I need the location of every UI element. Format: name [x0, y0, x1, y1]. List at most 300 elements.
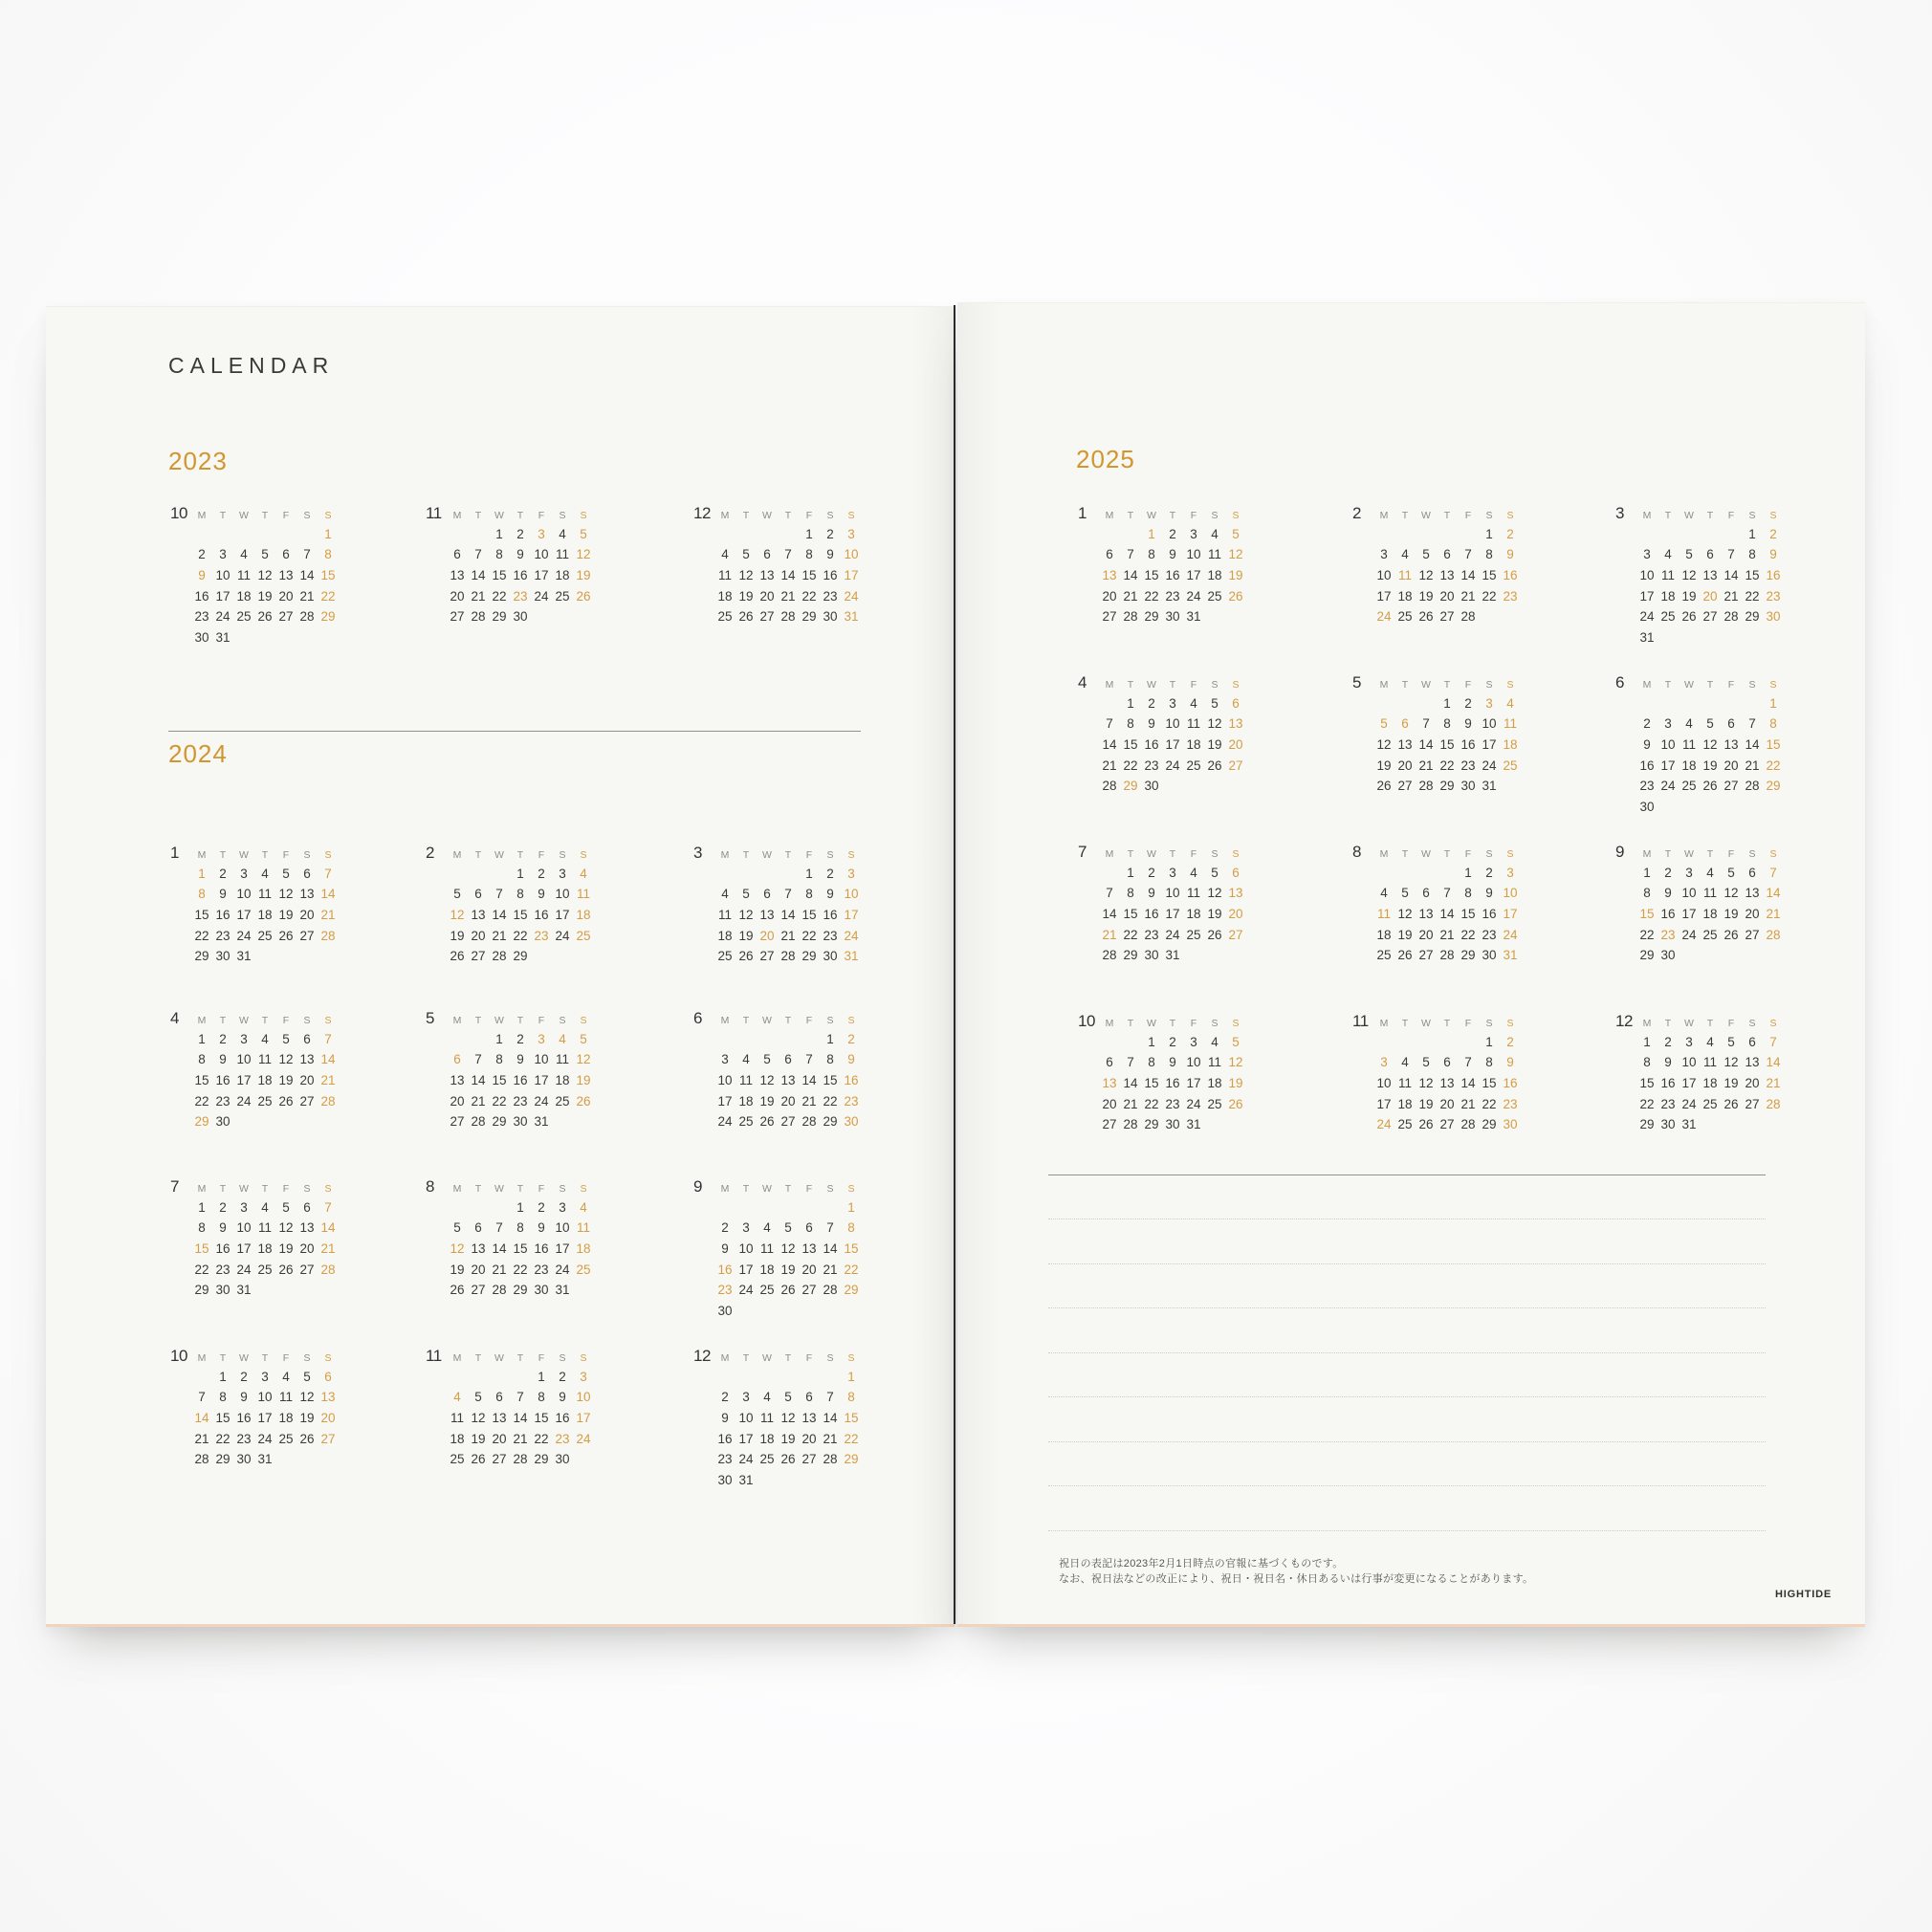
day-cell: 27 — [299, 1093, 315, 1109]
week-row — [426, 1280, 594, 1301]
day-cell: 19 — [1397, 927, 1413, 942]
day-cell-holiday: 16 — [717, 1262, 733, 1277]
day-cell: 11 — [1397, 1076, 1412, 1091]
day-cell: 4 — [1706, 865, 1714, 880]
week-row — [1352, 524, 1521, 545]
day-cell: 14 — [299, 568, 315, 583]
day-cell: 14 — [1102, 907, 1117, 922]
day-cell-holiday: 5 — [1380, 716, 1388, 732]
week-row — [1078, 1032, 1246, 1053]
week-row — [426, 1111, 594, 1132]
day-cell: 9 — [219, 1052, 227, 1067]
weekday-label: T — [1127, 1018, 1134, 1029]
day-cell-holiday: 12 — [1228, 547, 1243, 562]
month-block — [1615, 1011, 1784, 1135]
day-cell-holiday: 2 — [1506, 1034, 1514, 1049]
day-cell: 25 — [1207, 588, 1222, 604]
day-cell: 16 — [215, 908, 231, 923]
day-cell: 14 — [1745, 737, 1760, 753]
day-cell-holiday: 20 — [320, 1411, 336, 1426]
day-cell: 11 — [450, 1411, 464, 1426]
day-cell: 7 — [784, 887, 792, 902]
day-cell-holiday: 2 — [1506, 526, 1514, 541]
week-row — [1078, 565, 1246, 586]
day-cell: 8 — [219, 1390, 227, 1405]
day-cell: 27 — [1439, 1117, 1455, 1132]
week-row — [426, 1070, 594, 1091]
note-ruled-line — [1048, 1263, 1766, 1264]
day-cell: 4 — [763, 1220, 771, 1236]
day-cell: 6 — [303, 1199, 311, 1215]
day-cell: 11 — [555, 547, 569, 562]
weekday-label: T — [1127, 848, 1134, 860]
day-cell-holiday: 19 — [576, 568, 591, 583]
month-number: 11 — [426, 1347, 442, 1365]
week-row — [170, 1429, 339, 1450]
day-cell-holiday: 17 — [1503, 907, 1518, 922]
day-cell: 25 — [1702, 1096, 1718, 1111]
day-cell: 28 — [1102, 779, 1117, 794]
day-cell: 18 — [1207, 1076, 1222, 1091]
day-cell: 13 — [299, 887, 315, 902]
day-cell-holiday: 11 — [1376, 907, 1391, 922]
week-row — [1078, 863, 1246, 884]
weekday-sunday: S — [1506, 1018, 1514, 1029]
day-cell: 23 — [1639, 779, 1655, 794]
day-cell: 5 — [474, 1390, 482, 1405]
day-cell-holiday: 19 — [576, 1073, 591, 1088]
day-cell: 25 — [1207, 1096, 1222, 1111]
month-header-row — [170, 1008, 339, 1029]
day-cell: 26 — [299, 1431, 315, 1446]
weekday-label: M — [1379, 679, 1389, 691]
weekday-label: M — [1105, 679, 1114, 691]
note-ruled-line — [1048, 1218, 1766, 1219]
day-cell-holiday: 9 — [1506, 1055, 1514, 1070]
weekday-sunday: S — [580, 510, 587, 521]
weekday-label: T — [261, 510, 269, 521]
day-cell: 21 — [492, 1262, 507, 1277]
month-header-row — [693, 1008, 862, 1029]
day-cell: 12 — [278, 1220, 294, 1236]
day-cell: 19 — [450, 928, 465, 943]
day-cell: 5 — [1422, 1055, 1430, 1070]
week-row — [170, 1111, 339, 1132]
day-cell: 8 — [495, 547, 503, 562]
day-cell: 25 — [257, 1093, 273, 1109]
day-cell: 27 — [780, 1114, 796, 1130]
day-cell-holiday: 4 — [580, 1199, 587, 1215]
day-cell: 6 — [1748, 865, 1756, 880]
day-cell: 26 — [1207, 927, 1222, 942]
week-row — [1078, 586, 1246, 607]
day-cell: 8 — [1443, 716, 1451, 732]
weekday-label: T — [742, 1352, 750, 1364]
day-cell: 29 — [1439, 779, 1455, 794]
day-cell: 21 — [1460, 588, 1476, 604]
day-cell-holiday: 6 — [1232, 695, 1240, 711]
weekday-label: F — [1190, 510, 1197, 521]
day-cell: 27 — [759, 609, 775, 625]
day-cell: 1 — [805, 526, 813, 541]
day-cell: 22 — [1123, 757, 1138, 773]
day-cell: 9 — [1169, 1055, 1176, 1070]
weekday-label: M — [452, 1183, 462, 1195]
day-cell: 9 — [219, 1220, 227, 1236]
week-row — [426, 1239, 594, 1260]
day-cell: 21 — [1123, 588, 1138, 604]
day-cell: 16 — [1660, 907, 1676, 922]
week-row — [426, 1091, 594, 1112]
day-cell: 8 — [198, 1052, 206, 1067]
day-cell: 17 — [236, 908, 252, 923]
day-cell: 10 — [555, 1220, 570, 1236]
month-number: 11 — [426, 504, 442, 522]
day-cell: 9 — [826, 547, 834, 562]
day-cell: 6 — [1748, 1034, 1756, 1049]
weekday-label: T — [784, 849, 792, 861]
day-cell: 7 — [1106, 886, 1113, 901]
week-row — [1352, 883, 1521, 904]
day-cell: 13 — [450, 1073, 465, 1088]
week-row — [693, 1218, 862, 1239]
day-cell: 5 — [282, 1031, 290, 1046]
weekday-label: F — [805, 1015, 813, 1026]
day-cell: 15 — [513, 908, 528, 923]
day-cell: 31 — [534, 1114, 549, 1130]
day-cell: 21 — [1439, 927, 1455, 942]
day-cell: 20 — [299, 1241, 315, 1257]
day-cell: 25 — [257, 928, 273, 943]
day-cell: 14 — [1723, 568, 1739, 583]
week-row — [693, 926, 862, 947]
week-row — [693, 1239, 862, 1260]
day-cell: 18 — [236, 588, 252, 604]
day-cell-holiday: 3 — [538, 526, 545, 541]
day-cell: 9 — [1464, 716, 1472, 732]
day-cell: 4 — [1664, 547, 1672, 562]
day-cell: 25 — [1186, 757, 1201, 773]
day-cell: 11 — [236, 568, 251, 583]
day-cell-holiday: 15 — [1766, 737, 1781, 753]
weekday-label: W — [762, 1352, 772, 1364]
day-cell: 22 — [1745, 588, 1760, 604]
day-cell: 4 — [282, 1369, 290, 1384]
weekday-label: S — [1485, 848, 1493, 860]
day-cell-holiday: 3 — [847, 866, 855, 881]
week-row — [1615, 945, 1784, 966]
day-cell: 25 — [555, 1093, 570, 1109]
weekday-sunday: S — [1506, 679, 1514, 691]
weekday-label: T — [219, 1352, 227, 1364]
day-cell: 5 — [303, 1369, 311, 1384]
day-cell: 10 — [1165, 716, 1180, 732]
day-cell: 24 — [1165, 927, 1180, 942]
day-cell-holiday: 28 — [320, 928, 336, 943]
weekday-label: S — [559, 849, 566, 861]
day-cell-holiday: 7 — [324, 1031, 332, 1046]
weekday-label: W — [762, 510, 772, 521]
day-cell: 28 — [492, 1283, 507, 1298]
day-cell: 14 — [780, 908, 796, 923]
day-cell: 31 — [555, 1283, 570, 1298]
day-cell: 5 — [1211, 865, 1218, 880]
weekday-label: T — [1664, 1018, 1672, 1029]
day-cell: 25 — [1397, 1117, 1413, 1132]
day-cell: 22 — [492, 1093, 507, 1109]
day-cell-holiday: 26 — [1228, 1096, 1243, 1111]
day-cell: 23 — [194, 609, 209, 625]
day-cell: 2 — [516, 526, 524, 541]
weekday-label: T — [219, 1183, 227, 1195]
day-cell: 28 — [1439, 948, 1455, 963]
day-cell: 16 — [823, 908, 838, 923]
footnote-line-1: 祝日の表記は2023年2月1日時点の官報に基づくものです。 — [1059, 1558, 1344, 1570]
day-cell-holiday: 10 — [576, 1390, 591, 1405]
day-cell: 25 — [1376, 948, 1392, 963]
week-row — [1352, 714, 1521, 735]
day-cell: 13 — [1745, 886, 1760, 901]
day-cell: 21 — [1102, 757, 1117, 773]
week-row — [1078, 756, 1246, 777]
day-cell: 1 — [826, 1031, 834, 1046]
day-cell: 28 — [492, 949, 507, 964]
day-cell: 10 — [717, 1073, 733, 1088]
week-row — [426, 1429, 594, 1450]
day-cell: 18 — [717, 928, 733, 943]
week-row — [1352, 565, 1521, 586]
weekday-label: S — [303, 510, 311, 521]
day-cell: 1 — [516, 866, 524, 881]
week-row — [693, 946, 862, 967]
day-cell: 30 — [717, 1473, 733, 1488]
day-cell-holiday: 1 — [1148, 526, 1155, 541]
day-cell-holiday: 27 — [1228, 757, 1243, 773]
day-cell-holiday: 29 — [1123, 779, 1138, 794]
day-cell: 24 — [236, 1093, 252, 1109]
day-cell: 22 — [194, 1093, 209, 1109]
day-cell-holiday: 28 — [1766, 927, 1781, 942]
day-cell: 28 — [471, 609, 486, 625]
day-cell: 29 — [492, 609, 507, 625]
weekday-label: M — [1642, 1018, 1652, 1029]
day-cell-holiday: 23 — [1503, 588, 1518, 604]
day-cell: 8 — [1485, 547, 1493, 562]
day-cell: 31 — [738, 1473, 754, 1488]
day-cell: 25 — [555, 588, 570, 604]
day-cell: 5 — [763, 1052, 771, 1067]
day-cell: 22 — [1439, 757, 1455, 773]
day-cell-holiday: 28 — [1766, 1096, 1781, 1111]
month-number: 12 — [693, 1347, 711, 1365]
day-cell: 30 — [194, 630, 209, 646]
weekday-label: T — [1401, 510, 1409, 521]
weekday-label: M — [1642, 510, 1652, 521]
week-row — [1078, 1073, 1246, 1094]
day-cell: 2 — [1664, 865, 1672, 880]
day-cell: 3 — [261, 1369, 269, 1384]
day-cell: 16 — [194, 588, 209, 604]
week-row — [1352, 776, 1521, 797]
month-number: 4 — [170, 1009, 179, 1027]
day-cell: 25 — [1660, 609, 1676, 625]
day-cell-holiday: 24 — [576, 1431, 591, 1446]
day-cell: 19 — [257, 588, 273, 604]
weekday-label: S — [1211, 510, 1218, 521]
weekday-label: M — [197, 1183, 207, 1195]
day-cell: 14 — [823, 1241, 838, 1257]
month-block — [170, 1176, 339, 1301]
month-header-row — [693, 1176, 862, 1197]
day-cell: 2 — [240, 1369, 248, 1384]
week-row — [1352, 586, 1521, 607]
weekday-label: F — [1727, 848, 1735, 860]
day-cell: 2 — [219, 1031, 227, 1046]
weekday-label: M — [197, 1015, 207, 1026]
weekday-label: T — [219, 849, 227, 861]
day-cell: 17 — [738, 1431, 754, 1446]
day-cell-holiday: 21 — [1102, 927, 1117, 942]
day-cell: 5 — [784, 1220, 792, 1236]
weekday-sunday: S — [1506, 510, 1514, 521]
day-cell-holiday: 26 — [576, 588, 591, 604]
day-cell-holiday: 1 — [847, 1199, 855, 1215]
day-cell: 21 — [299, 588, 315, 604]
day-cell: 22 — [194, 928, 209, 943]
day-cell: 10 — [1681, 1055, 1697, 1070]
weekday-label: M — [720, 1183, 730, 1195]
month-header-row — [426, 1008, 594, 1029]
day-cell: 2 — [721, 1390, 729, 1405]
day-cell: 8 — [1643, 886, 1651, 901]
week-row — [426, 1260, 594, 1281]
weekday-sunday: S — [847, 1015, 855, 1026]
day-cell-holiday: 1 — [1769, 695, 1777, 711]
day-cell-holiday: 4 — [580, 866, 587, 881]
day-cell: 20 — [1418, 927, 1434, 942]
day-cell: 25 — [1702, 927, 1718, 942]
day-cell: 11 — [278, 1390, 293, 1405]
day-cell: 17 — [1681, 907, 1697, 922]
day-cell: 22 — [1482, 1096, 1497, 1111]
weekday-label: S — [1485, 679, 1493, 691]
day-cell: 21 — [780, 588, 796, 604]
weekday-sunday: S — [1232, 848, 1240, 860]
day-cell: 10 — [534, 1052, 549, 1067]
weekday-label: T — [474, 849, 482, 861]
day-cell-holiday: 28 — [320, 1262, 336, 1277]
footnote-line-2: なお、祝日法などの改正により、祝日・祝日名・休日あるいは行事が変更になることがあります。 — [1059, 1573, 1534, 1585]
day-cell: 11 — [257, 1220, 272, 1236]
week-row — [426, 1197, 594, 1218]
day-cell: 6 — [303, 1031, 311, 1046]
day-cell: 30 — [1165, 1117, 1180, 1132]
day-cell: 1 — [1643, 865, 1651, 880]
day-cell: 14 — [1460, 568, 1476, 583]
day-cell-holiday: 30 — [1766, 609, 1781, 625]
day-cell: 9 — [721, 1411, 729, 1426]
day-cell: 12 — [1207, 716, 1222, 732]
month-number: 5 — [426, 1009, 434, 1027]
weekday-label: F — [1190, 848, 1197, 860]
day-cell-holiday: 6 — [1232, 865, 1240, 880]
day-cell: 6 — [453, 547, 461, 562]
month-block — [1078, 503, 1246, 627]
week-row — [170, 1070, 339, 1091]
month-header-row — [693, 843, 862, 864]
week-row — [1352, 693, 1521, 714]
day-cell: 8 — [1148, 1055, 1155, 1070]
day-cell: 13 — [780, 1073, 796, 1088]
day-cell-holiday: 5 — [1232, 1034, 1240, 1049]
day-cell: 12 — [1418, 1076, 1434, 1091]
day-cell: 13 — [450, 568, 465, 583]
week-row — [693, 1301, 862, 1322]
day-cell: 26 — [1723, 927, 1739, 942]
day-cell: 5 — [453, 1220, 461, 1236]
day-cell-holiday: 16 — [844, 1073, 859, 1088]
day-cell: 20 — [780, 1093, 796, 1109]
day-cell: 17 — [1186, 568, 1201, 583]
week-row — [170, 1449, 339, 1470]
day-cell: 19 — [299, 1411, 315, 1426]
day-cell: 22 — [801, 588, 817, 604]
day-cell-holiday: 14 — [320, 887, 336, 902]
day-cell: 2 — [219, 1199, 227, 1215]
day-cell: 18 — [1186, 907, 1201, 922]
weekday-label: F — [538, 1015, 545, 1026]
weekday-label: M — [452, 1352, 462, 1364]
day-cell: 1 — [1643, 1034, 1651, 1049]
day-cell: 17 — [1186, 1076, 1201, 1091]
day-cell: 30 — [215, 949, 231, 964]
day-cell: 23 — [1165, 1096, 1180, 1111]
day-cell: 17 — [1376, 588, 1392, 604]
day-cell: 12 — [1207, 886, 1222, 901]
weekday-sunday: S — [1232, 1018, 1240, 1029]
day-cell: 15 — [513, 1241, 528, 1257]
day-cell-holiday: 9 — [198, 568, 206, 583]
day-cell: 22 — [801, 928, 817, 943]
day-cell: 5 — [784, 1390, 792, 1405]
day-cell: 12 — [278, 887, 294, 902]
day-cell: 25 — [278, 1431, 294, 1446]
day-cell: 12 — [278, 1052, 294, 1067]
day-cell: 26 — [1397, 948, 1413, 963]
day-cell: 13 — [801, 1411, 817, 1426]
day-cell: 3 — [1169, 695, 1176, 711]
day-cell: 24 — [1681, 1096, 1697, 1111]
day-cell: 7 — [474, 547, 482, 562]
day-cell: 29 — [1745, 609, 1760, 625]
day-cell: 18 — [555, 1073, 570, 1088]
weekday-label: T — [1443, 510, 1451, 521]
day-cell-holiday: 26 — [576, 1093, 591, 1109]
weekday-label: T — [1706, 679, 1714, 691]
day-cell-holiday: 14 — [1766, 886, 1781, 901]
day-cell: 8 — [538, 1390, 545, 1405]
day-cell: 21 — [194, 1431, 209, 1446]
day-cell-holiday: 23 — [555, 1431, 570, 1446]
weekday-label: W — [762, 1183, 772, 1195]
day-cell: 13 — [1439, 568, 1455, 583]
week-row — [1352, 925, 1521, 946]
day-cell: 4 — [261, 866, 269, 881]
week-row — [1615, 756, 1784, 777]
weekday-sunday: S — [580, 849, 587, 861]
day-cell: 29 — [823, 1114, 838, 1130]
day-cell: 16 — [555, 1411, 570, 1426]
